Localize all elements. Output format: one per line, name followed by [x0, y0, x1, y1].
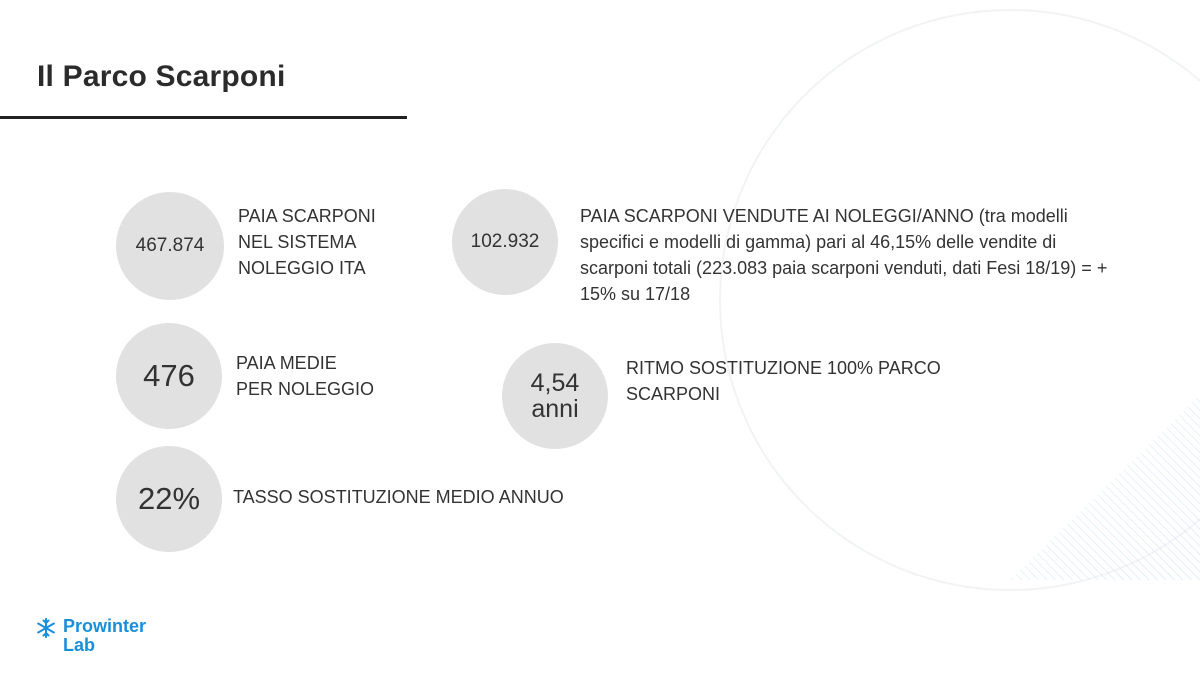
stat-label-annual-sales: PAIA SCARPONI VENDUTE AI NOLEGGI/ANNO (tra modelli specifici e modelli di gamma) pari al 46,15% delle vendite di scarponi totali (223.083 paia scarponi venduti, dati Fesi 18/19) = + 15% su 17/18: [580, 206, 1108, 304]
stat-value-fleet-size: 467.874: [135, 235, 205, 256]
stat-circle-replacement-rate: [116, 446, 222, 552]
prowinter-lab-logo: [36, 617, 146, 655]
stat-label-average-per-rental: PAIA MEDIE PER NOLEGGIO: [236, 353, 375, 399]
stat-value-replacement-rhythm: 4,54 anni: [530, 369, 580, 423]
stat-value-average-per-rental: 476: [143, 358, 195, 393]
stat-circle-average-per-rental: [116, 323, 222, 429]
title-underline: [0, 116, 407, 119]
stat-circle-fleet-size: [116, 192, 224, 300]
stat-circle-annual-sales: [452, 189, 558, 295]
stat-value-replacement-rate: 22%: [137, 481, 201, 516]
brand-name: Prowinter Lab: [63, 616, 147, 655]
page-title: Il Parco Scarponi: [37, 60, 286, 93]
stat-label-replacement-rate: TASSO SOSTITUZIONE MEDIO ANNUO: [233, 487, 564, 507]
stat-label-fleet-size: PAIA SCARPONI NEL SISTEMA NOLEGGIO ITA: [238, 206, 376, 278]
snowflake-icon: [36, 618, 56, 638]
stat-value-annual-sales: 102.932: [470, 231, 540, 252]
stat-label-replacement-rhythm: RITMO SOSTITUZIONE 100% PARCO SCARPONI: [626, 358, 941, 404]
stat-circle-replacement-rhythm: [502, 343, 608, 449]
